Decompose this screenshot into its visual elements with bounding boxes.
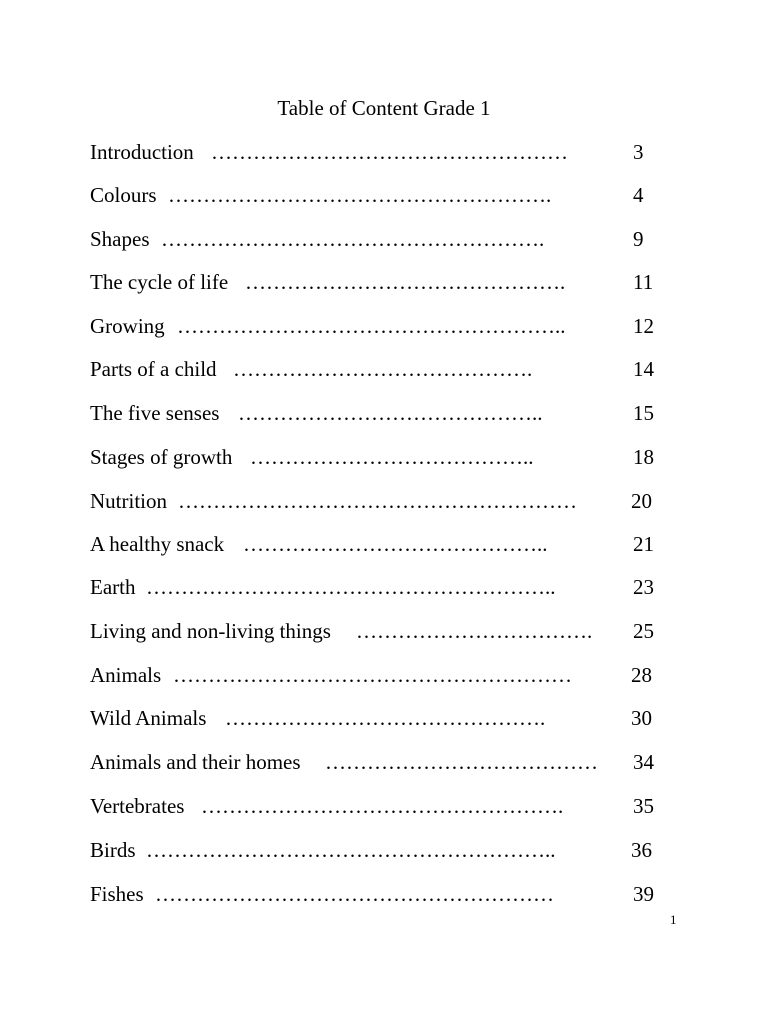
toc-entry-page: 21 bbox=[633, 532, 654, 556]
toc-entry-nutrition bbox=[90, 487, 660, 515]
page-number: 1 bbox=[670, 912, 677, 927]
toc-entry-label: Parts of a child bbox=[90, 357, 217, 381]
toc-entry-leader-dots: ………………………………………………… bbox=[173, 663, 572, 687]
toc-entry-leader-dots: …………………………………….. bbox=[243, 532, 548, 556]
toc-entry-growing bbox=[90, 312, 660, 340]
toc-entry-label: Living and non-living things bbox=[90, 619, 331, 643]
toc-entry-leader-dots: …………………………………….. bbox=[238, 401, 543, 425]
toc-entry-healthy-snack bbox=[90, 530, 660, 558]
toc-entry-parts-of-a-child bbox=[90, 355, 660, 383]
toc-entry-label: The five senses bbox=[90, 401, 220, 425]
toc-entry-page: 35 bbox=[633, 794, 654, 818]
toc-entry-stages-of-growth bbox=[90, 443, 660, 471]
toc-entry-leader-dots: ………………………………………. bbox=[245, 270, 566, 294]
toc-entry-label: Growing bbox=[90, 314, 165, 338]
toc-entry-label: Animals and their homes bbox=[90, 750, 301, 774]
toc-entry-leader-dots: ………………………………………………. bbox=[168, 183, 552, 207]
toc-entry-vertebrates bbox=[90, 792, 660, 820]
toc-entry-living-and-non-living bbox=[90, 617, 660, 645]
toc-entry-leader-dots: ………………………………………………. bbox=[161, 227, 545, 251]
toc-entry-page: 3 bbox=[633, 140, 644, 164]
toc-entry-page: 15 bbox=[633, 401, 654, 425]
toc-entry-earth bbox=[90, 573, 660, 601]
toc-entry-page: 25 bbox=[633, 619, 654, 643]
toc-entry-leader-dots: ………………………………………………….. bbox=[146, 838, 556, 862]
toc-entry-page: 12 bbox=[633, 314, 654, 338]
toc-entry-label: Birds bbox=[90, 838, 136, 862]
toc-entry-leader-dots: ………………………………… bbox=[325, 750, 598, 774]
toc-entry-five-senses bbox=[90, 399, 660, 427]
toc-entry-label: Introduction bbox=[90, 140, 194, 164]
toc-entry-leader-dots: ……………………………………………….. bbox=[177, 314, 566, 338]
toc-entry-leader-dots: ………………………………………………… bbox=[178, 489, 577, 513]
toc-entry-page: 9 bbox=[633, 227, 644, 251]
toc-entry-label: Shapes bbox=[90, 227, 150, 251]
toc-entry-page: 28 bbox=[631, 663, 652, 687]
toc-entry-label: Stages of growth bbox=[90, 445, 233, 469]
toc-entry-cycle-of-life bbox=[90, 268, 660, 296]
toc-entry-leader-dots: ………………………………………. bbox=[225, 706, 546, 730]
toc-entry-leader-dots: ……………………………………………. bbox=[201, 794, 564, 818]
toc-entry-colours bbox=[90, 181, 660, 209]
toc-entry-label: Earth bbox=[90, 575, 136, 599]
toc-entry-page: 36 bbox=[631, 838, 652, 862]
toc-entry-animals-and-homes bbox=[90, 748, 660, 776]
toc-entry-label: Animals bbox=[90, 663, 162, 687]
toc-entry-page: 20 bbox=[631, 489, 652, 513]
toc-entry-page: 30 bbox=[631, 706, 652, 730]
toc-entry-page: 11 bbox=[633, 270, 654, 294]
toc-entry-label: The cycle of life bbox=[90, 270, 229, 294]
toc-entry-leader-dots: ………………………………….. bbox=[250, 445, 534, 469]
toc-entry-label: Vertebrates bbox=[90, 794, 185, 818]
toc-entry-label: Fishes bbox=[90, 882, 144, 906]
toc-entry-leader-dots: ……………………………………. bbox=[233, 357, 533, 381]
toc-entry-birds bbox=[90, 836, 660, 864]
toc-entry-label: Nutrition bbox=[90, 489, 167, 513]
toc-entry-page: 4 bbox=[633, 183, 644, 207]
toc-entry-label: Colours bbox=[90, 183, 157, 207]
document-title: Table of Content Grade 1 bbox=[277, 96, 491, 120]
toc-entry-wild-animals bbox=[90, 704, 660, 732]
toc-entry-leader-dots: …………………………………………… bbox=[211, 140, 568, 164]
toc-entry-label: A healthy snack bbox=[90, 532, 225, 556]
toc-entry-animals bbox=[90, 661, 660, 689]
toc-entry-page: 39 bbox=[633, 882, 654, 906]
toc-entry-fishes bbox=[90, 880, 660, 908]
toc-entry-label: Wild Animals bbox=[90, 706, 207, 730]
toc-entry-leader-dots: ………………………………………………… bbox=[155, 882, 554, 906]
toc-entry-shapes bbox=[90, 225, 660, 253]
toc-entry-introduction bbox=[90, 138, 660, 166]
toc-entry-leader-dots: ……………………………. bbox=[356, 619, 593, 643]
toc-entry-page: 18 bbox=[633, 445, 654, 469]
toc-entry-page: 23 bbox=[633, 575, 654, 599]
toc-entry-page: 14 bbox=[633, 357, 654, 381]
toc-entry-page: 34 bbox=[633, 750, 654, 774]
toc-entry-leader-dots: ………………………………………………….. bbox=[146, 575, 556, 599]
